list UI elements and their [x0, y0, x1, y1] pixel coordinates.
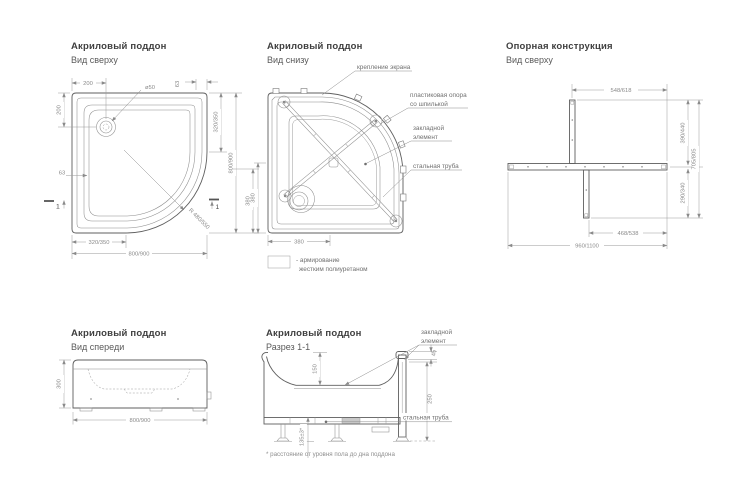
- dim-top-width: 200: [83, 81, 93, 87]
- tray-bottom-title: Акриловый поддон: [267, 41, 363, 52]
- section-legs: [274, 424, 411, 441]
- callout-section-embedded-2: элемент: [421, 338, 446, 345]
- callout-plastic-support-2: со шпилькой: [410, 101, 448, 108]
- tray-section-title: Акриловый поддон: [266, 328, 362, 339]
- section-frame-beam: [264, 418, 400, 425]
- dim-top-corner: 63: [175, 80, 181, 88]
- tray-top-title: Акриловый поддон: [71, 41, 167, 52]
- dim-frame-bottom-full: 960/1100: [575, 243, 599, 250]
- tray-bottom-subtitle: Вид снизу: [267, 55, 309, 65]
- frame-bolt-dots: [527, 119, 643, 191]
- dim-left-inset: 63: [58, 170, 66, 177]
- dim-right-upper: 320/350: [213, 111, 220, 133]
- screen-mount-tabs: [273, 89, 406, 202]
- callout-embedded-2: элемент: [413, 134, 438, 141]
- section-footnote: * расстояние от уровня пола до дна поддона: [266, 451, 395, 458]
- center-fitting: [329, 158, 338, 167]
- tray-top-view-drawing: [44, 78, 259, 259]
- dim-frame-height: 250: [427, 394, 434, 404]
- callout-screen-mount: крепление экрана: [357, 64, 411, 71]
- tray-front-view-drawing: [57, 360, 211, 425]
- dim-frame-right-full: 705/805: [691, 148, 698, 170]
- callout-plastic-support-1: пластиковая опора: [410, 92, 467, 99]
- dim-rim-depth: 150: [312, 364, 319, 374]
- section-bracket: [372, 427, 389, 432]
- support-frame-title: Опорная конструкция: [506, 41, 613, 52]
- callout-section-embedded-1: закладной: [421, 329, 453, 336]
- tray-bottom-callouts: [322, 64, 468, 197]
- dim-front-width: 800/900: [129, 418, 151, 424]
- dim-frame-right-upper: 390/440: [680, 122, 687, 144]
- tray-bottom-dimensions: [251, 163, 330, 246]
- tray-top-texture: [89, 110, 190, 216]
- support-frame-drawing: [508, 84, 703, 250]
- dim-element-height: 45: [431, 349, 438, 357]
- tray-section-drawing: [262, 328, 457, 458]
- tray-front-dimensions: [57, 360, 207, 425]
- dim-bottom-view-width: 380: [294, 239, 304, 246]
- tray-bottom-drain: [288, 186, 315, 213]
- section-mark-left: 1: [56, 203, 60, 211]
- tray-section-callouts: [325, 328, 457, 423]
- legend-line1: - армирование: [296, 257, 340, 264]
- tray-section-subtitle: Разрез 1-1: [266, 342, 311, 352]
- legend-swatch: [268, 256, 290, 268]
- legend-line2: жестким полиуретаном: [299, 266, 368, 273]
- dim-frame-top: 548/618: [610, 88, 632, 94]
- callout-section-steel-pipe: стальная труба: [403, 414, 449, 422]
- tray-front-title: Акриловый поддон: [71, 328, 167, 339]
- callout-embedded-1: закладной: [413, 125, 445, 132]
- dim-left-height: 200: [56, 105, 63, 115]
- tray-top-subtitle: Вид сверху: [71, 55, 118, 65]
- dim-floor-gap: 135±3*: [299, 427, 306, 447]
- tray-bottom-view-drawing: [251, 64, 468, 273]
- reinforcement-legend: [268, 256, 368, 273]
- dim-bottom-view-left: 380: [250, 193, 257, 203]
- dim-frame-bottom-offset: 468/538: [617, 231, 639, 237]
- section-mark-right: 1: [215, 204, 220, 211]
- plastic-supports: [278, 96, 402, 227]
- dim-corner-radius: R 480/550: [187, 207, 211, 231]
- dim-front-height: 300: [56, 379, 63, 389]
- dim-bottom-left: 320/350: [88, 240, 110, 246]
- callout-steel-pipe: стальная труба: [413, 163, 459, 170]
- dim-drain-dia: ø50: [145, 85, 155, 91]
- dim-frame-right-lower: 290/340: [680, 182, 687, 204]
- dim-right-lower: 380: [245, 196, 252, 206]
- support-frame-dimensions: [508, 84, 703, 250]
- tray-front-subtitle: Вид спереди: [71, 342, 125, 352]
- dim-right-full: 800/900: [228, 152, 235, 174]
- dim-bottom-full: 800/900: [128, 251, 150, 258]
- support-frame-subtitle: Вид сверху: [506, 55, 553, 65]
